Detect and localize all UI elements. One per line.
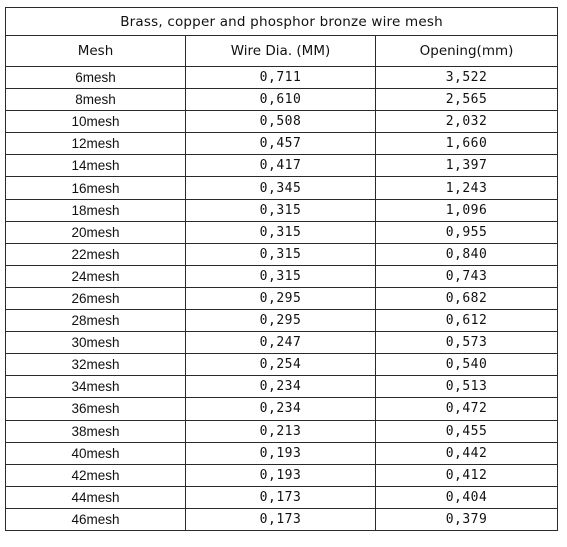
mesh-cell: 16mesh	[6, 177, 186, 199]
table-row	[6, 133, 558, 155]
opening-cell: 0,573	[376, 332, 558, 354]
opening-cell: 0,682	[376, 287, 558, 309]
mesh-cell: 34mesh	[6, 376, 186, 398]
opening-cell: 2,565	[376, 89, 558, 111]
mesh-cell: 44mesh	[6, 486, 186, 508]
table-row	[6, 243, 558, 265]
opening-cell: 1,660	[376, 133, 558, 155]
table-row	[6, 464, 558, 486]
opening-cell: 1,397	[376, 155, 558, 177]
wire-dia-cell: 0,508	[186, 111, 376, 133]
wire-dia-cell: 0,315	[186, 265, 376, 287]
mesh-cell: 12mesh	[6, 133, 186, 155]
wire-dia-cell: 0,315	[186, 243, 376, 265]
table-header-row	[6, 36, 558, 67]
mesh-cell: 26mesh	[6, 287, 186, 309]
mesh-cell: 36mesh	[6, 398, 186, 420]
table-row	[6, 398, 558, 420]
wire-dia-cell: 0,345	[186, 177, 376, 199]
mesh-cell: 10mesh	[6, 111, 186, 133]
table-row	[6, 310, 558, 332]
wire-dia-cell: 0,234	[186, 398, 376, 420]
wire-dia-cell: 0,254	[186, 354, 376, 376]
opening-cell: 0,404	[376, 486, 558, 508]
table-row	[6, 420, 558, 442]
mesh-cell: 40mesh	[6, 442, 186, 464]
opening-cell: 0,540	[376, 354, 558, 376]
table-row	[6, 177, 558, 199]
wire-dia-cell: 0,295	[186, 310, 376, 332]
table-row	[6, 111, 558, 133]
opening-cell: 0,472	[376, 398, 558, 420]
opening-cell: 0,513	[376, 376, 558, 398]
table-title: Brass, copper and phosphor bronze wire mesh	[6, 8, 558, 36]
wire-dia-cell: 0,417	[186, 155, 376, 177]
opening-cell: 0,379	[376, 508, 558, 530]
wire-dia-cell: 0,315	[186, 199, 376, 221]
table-row	[6, 354, 558, 376]
mesh-cell: 32mesh	[6, 354, 186, 376]
opening-cell: 0,412	[376, 464, 558, 486]
opening-cell: 1,096	[376, 199, 558, 221]
table-row	[6, 287, 558, 309]
table-row	[6, 332, 558, 354]
table-row	[6, 89, 558, 111]
wire-dia-cell: 0,193	[186, 464, 376, 486]
wire-dia-cell: 0,315	[186, 221, 376, 243]
column-header-mesh: Mesh	[6, 36, 186, 67]
wire-mesh-table	[5, 7, 558, 531]
mesh-cell: 6mesh	[6, 67, 186, 89]
mesh-cell: 42mesh	[6, 464, 186, 486]
table-row	[6, 199, 558, 221]
wire-dia-cell: 0,610	[186, 89, 376, 111]
wire-dia-cell: 0,295	[186, 287, 376, 309]
opening-cell: 0,840	[376, 243, 558, 265]
mesh-cell: 20mesh	[6, 221, 186, 243]
wire-dia-cell: 0,457	[186, 133, 376, 155]
column-header-wire-dia: Wire Dia. (MM)	[186, 36, 376, 67]
mesh-cell: 30mesh	[6, 332, 186, 354]
opening-cell: 0,612	[376, 310, 558, 332]
table-body	[6, 67, 558, 531]
mesh-cell: 14mesh	[6, 155, 186, 177]
table-title-row	[6, 8, 558, 36]
table-row	[6, 265, 558, 287]
wire-dia-cell: 0,173	[186, 508, 376, 530]
wire-dia-cell: 0,193	[186, 442, 376, 464]
mesh-cell: 28mesh	[6, 310, 186, 332]
opening-cell: 0,442	[376, 442, 558, 464]
mesh-cell: 46mesh	[6, 508, 186, 530]
opening-cell: 1,243	[376, 177, 558, 199]
wire-dia-cell: 0,247	[186, 332, 376, 354]
wire-dia-cell: 0,711	[186, 67, 376, 89]
table-row	[6, 155, 558, 177]
mesh-cell: 38mesh	[6, 420, 186, 442]
opening-cell: 0,955	[376, 221, 558, 243]
mesh-cell: 22mesh	[6, 243, 186, 265]
table-row	[6, 442, 558, 464]
wire-dia-cell: 0,213	[186, 420, 376, 442]
table-row	[6, 67, 558, 89]
wire-dia-cell: 0,173	[186, 486, 376, 508]
opening-cell: 0,743	[376, 265, 558, 287]
opening-cell: 2,032	[376, 111, 558, 133]
table-row	[6, 486, 558, 508]
table-row	[6, 221, 558, 243]
mesh-cell: 24mesh	[6, 265, 186, 287]
mesh-cell: 18mesh	[6, 199, 186, 221]
mesh-cell: 8mesh	[6, 89, 186, 111]
column-header-opening: Opening(mm)	[376, 36, 558, 67]
opening-cell: 0,455	[376, 420, 558, 442]
opening-cell: 3,522	[376, 67, 558, 89]
table-row	[6, 508, 558, 530]
table-row	[6, 376, 558, 398]
wire-dia-cell: 0,234	[186, 376, 376, 398]
